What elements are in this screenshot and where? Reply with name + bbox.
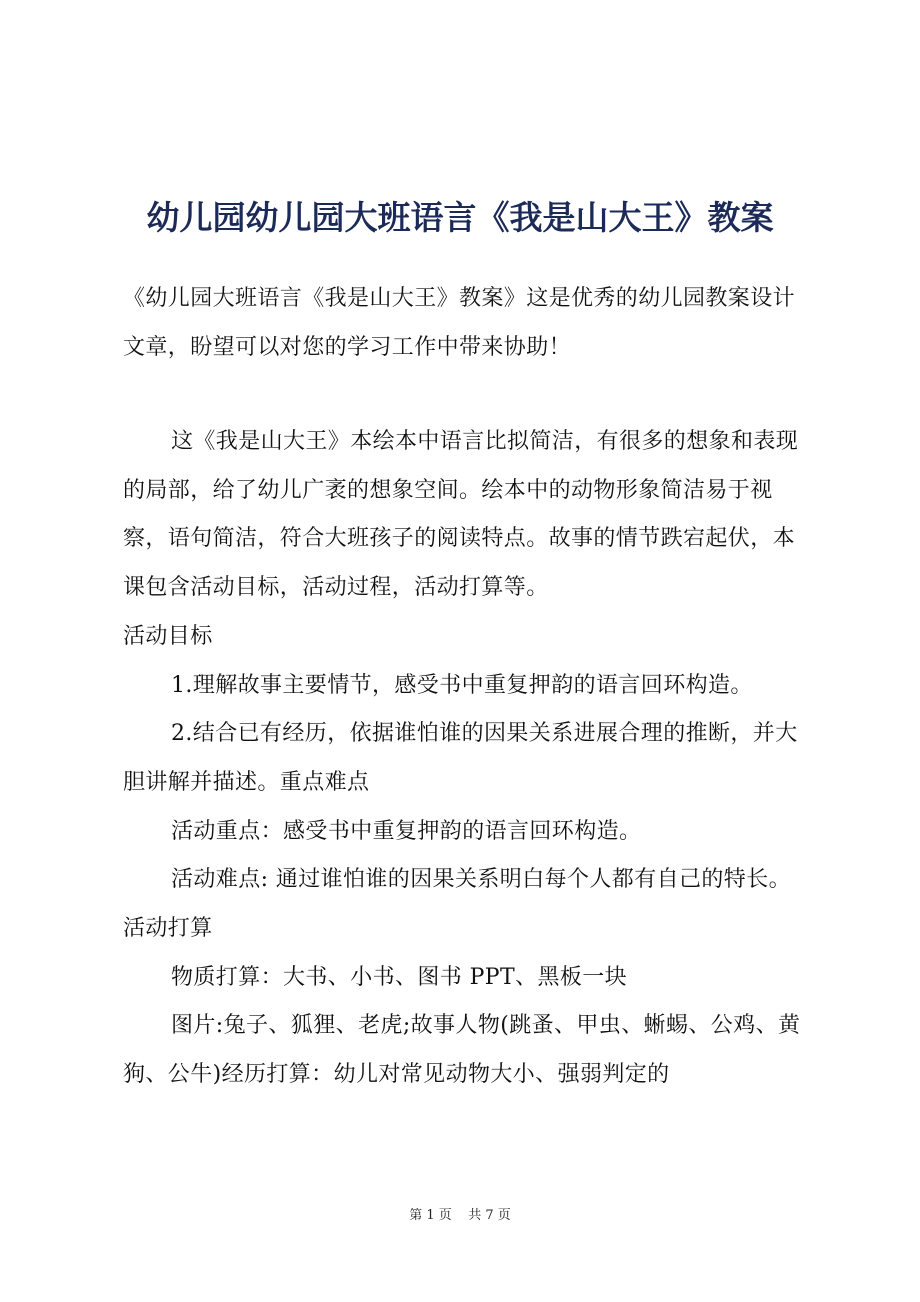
activity-key-point: 活动重点：感受书中重复押韵的语言回环构造。 — [171, 818, 642, 844]
page-footer: 第 1 页 共 7 页 — [409, 1208, 511, 1223]
intro-paragraph — [123, 275, 809, 372]
document-body — [123, 418, 809, 1100]
heading-activity-preparation: 活动打算 — [123, 916, 213, 942]
heading-activity-goals: 活动目标 — [123, 623, 213, 649]
goal-item-2: 2.结合已有经历，依据谁怕谁的因果关系进展合理的推断，并大胆讲解并描述。重点难点 — [123, 721, 798, 795]
document-title: 幼儿园幼儿园大班语言《我是山大王》教案 — [146, 198, 774, 237]
material-preparation: 物质打算：大书、小书、图书 PPT、黑板一块 — [171, 964, 628, 990]
picture-preparation: 图片:兔子、狐狸、老虎;故事人物(跳蚤、甲虫、蜥蜴、公鸡、黄狗、公牛)经历打算：幼儿对常见动物大小、强弱判定的 — [123, 1013, 801, 1088]
activity-difficulty: 活动难点: 通过谁怕谁的因果关系明白每个人都有自己的特长。 — [171, 867, 792, 893]
goal-item-1: 1.理解故事主要情节，感受书中重复押韵的语言回环构造。 — [171, 672, 753, 698]
intro-text: 《幼儿园大班语言《我是山大王》教案》这是优秀的幼儿园教案设计文章，盼望可以对您的学习工作中带来协助！ — [123, 286, 796, 360]
paragraph-summary: 这《我是山大王》本绘本中语言比拟简洁，有很多的想象和表现的局部，给了幼儿广袤的想象空间。绘本中的动物形象简洁易于视察，语句简洁，符合大班孩子的阅读特点。故事的情节跌宕起伏，本课包含活动目标，活动过程，活动打算等。 — [123, 429, 799, 601]
